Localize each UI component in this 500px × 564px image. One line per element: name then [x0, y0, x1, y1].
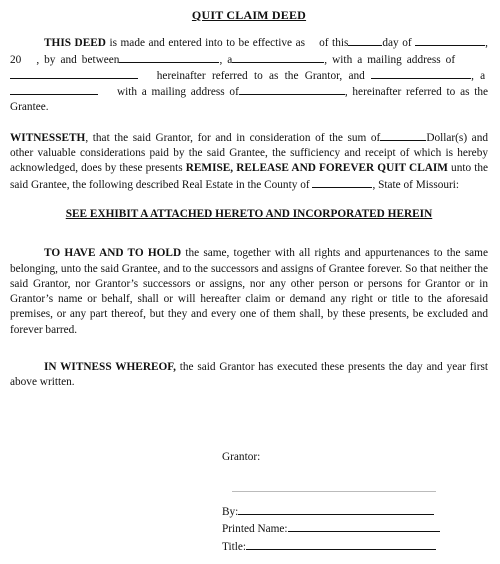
signature-block — [222, 450, 260, 465]
by-row — [222, 503, 440, 520]
deed-text: day of — [382, 37, 412, 50]
title-label: Title: — [222, 540, 247, 553]
exhibit-reference: SEE EXHIBIT A ATTACHED HERETO AND INCORPORATED HEREIN — [65, 207, 433, 220]
deed-text: , with a mailing — [324, 53, 402, 66]
day-blank[interactable] — [348, 35, 382, 46]
witnesseth-paragraph — [10, 130, 488, 193]
deed-lead: THIS DEED — [44, 37, 106, 50]
deed-text: address of — [406, 53, 456, 66]
document-page — [10, 8, 488, 391]
deed-text: with a mailing address of — [116, 86, 239, 99]
witnesseth-text: , that the said Grantor, for and in consideration of the sum of — [85, 131, 381, 144]
grantee-entity-blank[interactable] — [10, 84, 98, 95]
deed-text: , a — [471, 69, 486, 82]
deed-paragraph — [10, 35, 488, 115]
grantor-signature-line[interactable] — [232, 491, 436, 492]
in-witness-text: the said Grantor has executed these presents the day and year first above written. — [10, 361, 488, 389]
printed-name-row — [222, 520, 440, 537]
habendum-text: the same, together with all rights and appurtenances to the same belonging, unto the said Grantee, and to the successors and assigns of Grantee forever. So that neither the said Grantor, nor Grantor’s successors or assigns, nor any other person or persons for Grantor or in Grantor’s name or behalf, shall or will hereafter claim or demand any right or title to the aforesaid premises, or any part thereof, but they and every one of them shall, by these presents, be excluded and forever barred. — [10, 247, 488, 336]
deed-text: of this — [319, 37, 349, 50]
by-label: By: — [222, 506, 239, 518]
witnesseth-text: , State of Missouri: — [372, 178, 460, 191]
signature-fields — [222, 503, 440, 555]
in-witness-paragraph — [10, 360, 488, 391]
document-title: QUIT CLAIM DEED — [191, 8, 307, 22]
title-line[interactable] — [246, 538, 436, 550]
by-signature-line[interactable] — [238, 503, 434, 515]
quit-claim-phrase: REMISE, RELEASE AND FOREVER QUIT CLAIM — [185, 162, 448, 175]
witnesseth-text: Dollar(s) and other valuable considerations paid by the said Grantee, the sufficiency and receipt of which is hereby acknowledged, does by these presents — [10, 131, 488, 175]
printed-name-line[interactable] — [288, 520, 440, 532]
grantor-label: Grantor: — [222, 451, 261, 463]
deed-text: , a — [219, 53, 233, 66]
printed-name-label: Printed Name: — [222, 523, 288, 536]
grantor-name-blank[interactable] — [119, 52, 219, 63]
county-blank[interactable] — [312, 177, 372, 188]
month-blank[interactable] — [415, 35, 485, 46]
habendum-lead: TO HAVE AND TO HOLD — [44, 247, 182, 260]
deed-text: , — [344, 86, 348, 99]
habendum-paragraph — [10, 246, 488, 338]
deed-text: , 20 — [10, 37, 488, 66]
deed-text: is made and entered into to be effective as — [105, 37, 305, 50]
deed-text: hereinafter referred to as the Grantor, and — [156, 69, 365, 82]
grantor-entity-blank[interactable] — [232, 52, 324, 63]
grantor-address-blank[interactable] — [10, 68, 138, 79]
title-row — [222, 538, 440, 555]
in-witness-lead: IN WITNESS WHEREOF, — [44, 361, 176, 374]
deed-text: hereinafter referred to as the Grantee. — [10, 86, 489, 114]
witnesseth-lead: WITNESSETH — [10, 131, 86, 144]
consideration-blank[interactable] — [380, 130, 426, 141]
grantee-address-blank[interactable] — [239, 84, 345, 95]
deed-text: , by and between — [36, 53, 120, 66]
grantee-name-blank[interactable] — [371, 68, 471, 79]
witnesseth-text: unto the said Grantee, the following described Real Estate in the County of — [10, 162, 489, 191]
